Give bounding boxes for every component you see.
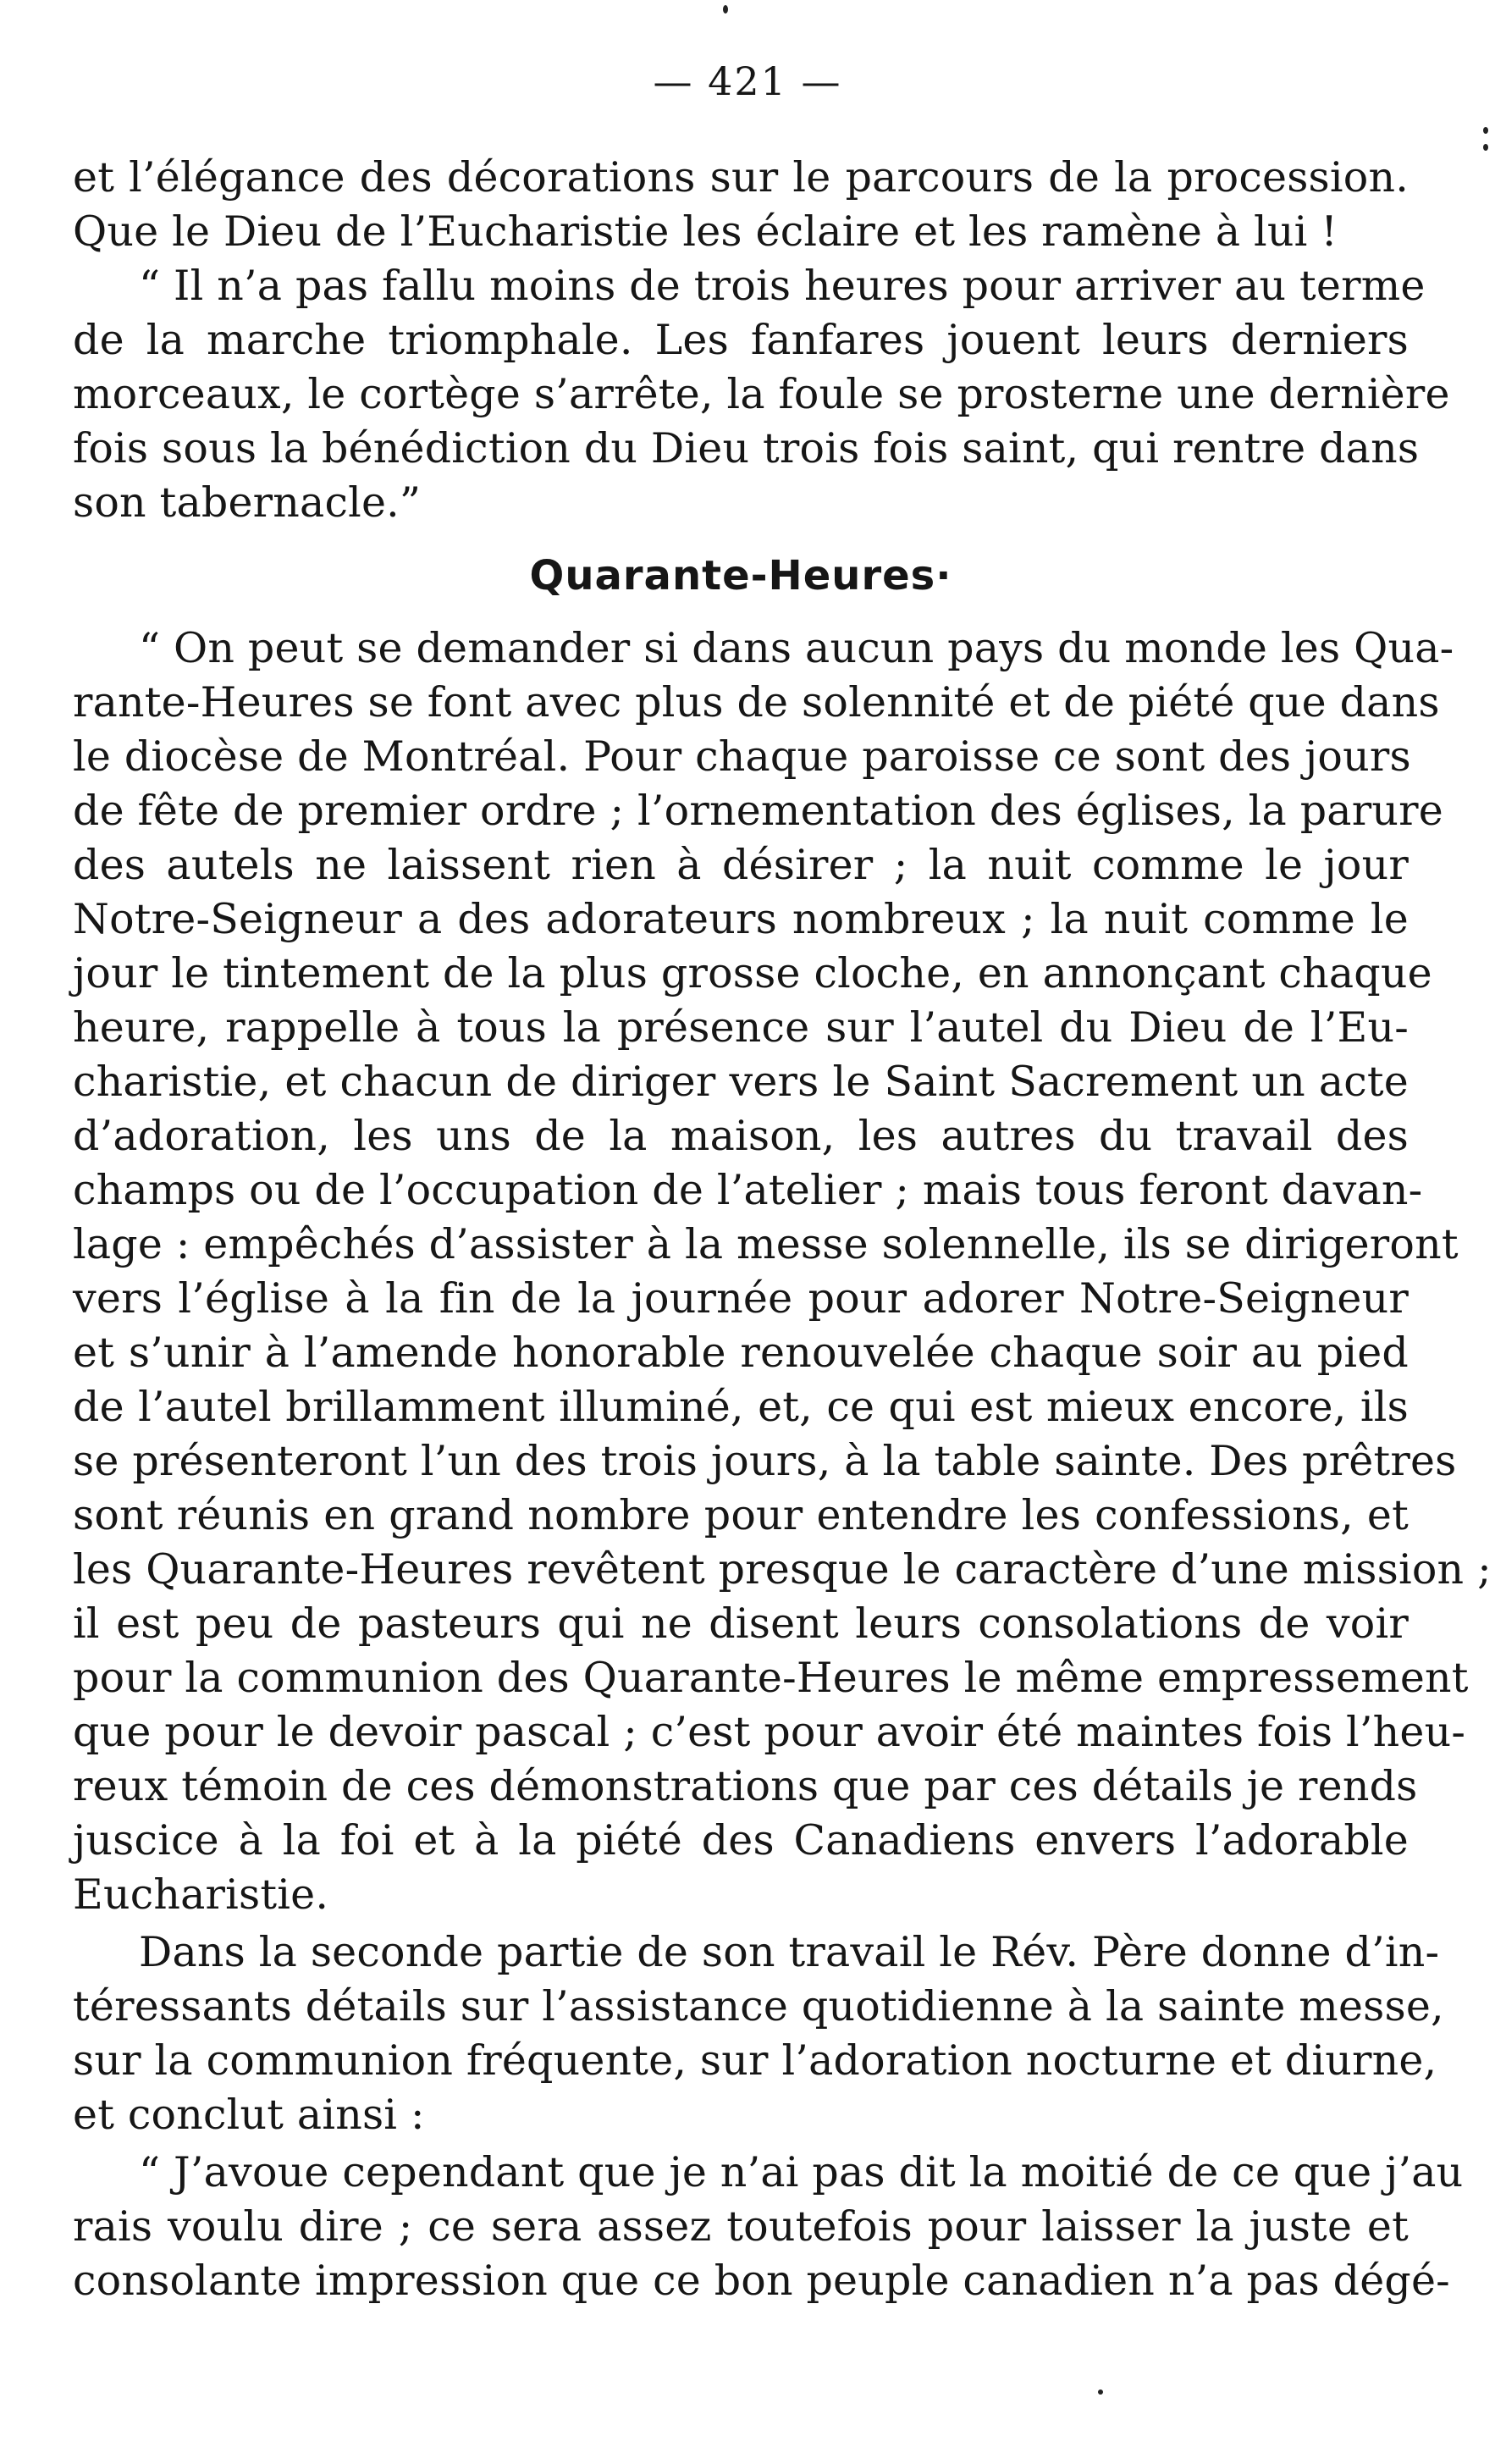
text-line: charistie, et chacun de diriger vers le Saint Sacrement un acte (73, 1058, 1409, 1106)
text-line: se présenteront l’un des trois jours, à la table sainte. Des prêtres (73, 1437, 1457, 1485)
text-line: pour la communion des Quarante-Heures le même empressement (73, 1654, 1469, 1702)
text-line: d’adoration, les uns de la maison, les autres du travail des (73, 1112, 1409, 1160)
text-line: juscice à la foi et à la piété des Canadiens envers l’adorable (73, 1816, 1409, 1865)
scan-speck (1483, 127, 1488, 134)
text-line: son tabernacle.” (73, 478, 422, 527)
text-line: sont réunis en grand nombre pour entendre les confessions, et (73, 1491, 1409, 1539)
page-number: — 421 — (653, 58, 842, 104)
text-line: morceaux, le cortège s’arrête, la foule se prosterne une dernière (73, 370, 1450, 418)
text-line: le diocèse de Montréal. Pour chaque paroisse ce sont des jours (73, 732, 1411, 781)
text-line: que pour le devoir pascal ; c’est pour avoir été maintes fois l’heu- (73, 1708, 1466, 1756)
text-line: les Quarante-Heures revêtent presque le caractère d’une mission ; (73, 1545, 1492, 1594)
text-line: lage : empêchés d’assister à la messe solennelle, ils se dirigeront (73, 1220, 1459, 1268)
text-line: “ J’avoue cependant que je n’ai pas dit la moitié de ce que j’au (139, 2148, 1464, 2196)
text-line: téressants détails sur l’assistance quotidienne à la sainte messe, (73, 1982, 1444, 2030)
text-line: “ On peut se demander si dans aucun pays du monde les Qua- (139, 624, 1454, 672)
text-line: Notre-Seigneur a des adorateurs nombreux ; la nuit comme le (73, 895, 1409, 943)
paragraph-p5 (73, 2146, 1464, 2308)
text-line: Dans la seconde partie de son travail le Rév. Père donne d’in- (139, 1928, 1440, 1976)
paragraph-p4 (73, 1925, 1444, 2142)
paragraph-p1 (73, 151, 1409, 259)
text-line: rante-Heures se font avec plus de solennité et de piété que dans (73, 678, 1440, 726)
text-line: de fête de premier ordre ; l’ornementation des églises, la parure (73, 787, 1443, 835)
text-line: rais voulu dire ; ce sera assez toutefois pour laisser la juste et (73, 2202, 1409, 2251)
scan-speck (1098, 2389, 1103, 2395)
paragraph-p3 (73, 622, 1492, 1922)
text-line: des autels ne laissent rien à désirer ; la nuit comme le jour (73, 841, 1409, 889)
text-line: fois sous la bénédiction du Dieu trois fois saint, qui rentre dans (73, 424, 1420, 472)
text-line: de la marche triomphale. Les fanfares jouent leurs derniers (73, 316, 1409, 364)
text-line: reux témoin de ces démonstrations que par ces détails je rends (73, 1762, 1418, 1810)
section-heading: Quarante-Heures· (529, 552, 952, 599)
text-line: heure, rappelle à tous la présence sur l’autel du Dieu de l’Eu- (73, 1003, 1409, 1052)
text-line: champs ou de l’occupation de l’atelier ; mais tous feront davan- (73, 1166, 1423, 1214)
scan-speck (1483, 144, 1488, 151)
text-line: consolante impression que ce bon peuple canadien n’a pas dégé- (73, 2257, 1450, 2305)
text-line: “ Il n’a pas fallu moins de trois heures pour arriver au terme (139, 262, 1426, 310)
text-line: de l’autel brillamment illuminé, et, ce qui est mieux encore, ils (73, 1383, 1409, 1431)
page-text (73, 151, 1492, 2308)
text-line: et conclut ainsi : (73, 2091, 425, 2139)
text-line: vers l’église à la fin de la journée pour adorer Notre-Seigneur (73, 1274, 1409, 1323)
text-line: Que le Dieu de l’Eucharistie les éclaire et les ramène à lui ! (73, 207, 1338, 256)
text-line: et l’élégance des décorations sur le parcours de la procession. (73, 153, 1409, 202)
text-line: il est peu de pasteurs qui ne disent leurs consolations de voir (73, 1599, 1409, 1648)
text-line: jour le tintement de la plus grosse cloche, en annonçant chaque (73, 949, 1432, 997)
text-line: et s’unir à l’amende honorable renouvelée chaque soir au pied (73, 1329, 1409, 1377)
text-line: Eucharistie. (73, 1870, 329, 1919)
text-line: sur la communion fréquente, sur l’adoration nocturne et diurne, (73, 2036, 1437, 2085)
paragraph-p2 (73, 259, 1450, 530)
scan-speck (723, 5, 728, 14)
